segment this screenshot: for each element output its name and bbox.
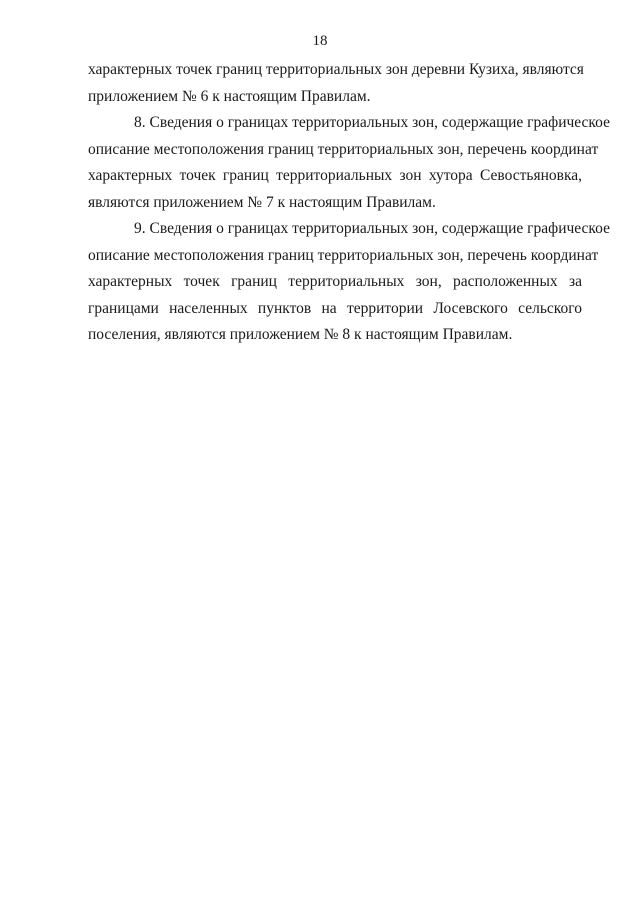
text-line: характерных точек границ территориальных зон деревни Кузиха, являются	[88, 61, 584, 78]
paragraph-continuation	[88, 57, 582, 110]
text-line: поселения, являются приложением № 8 к настоящим Правилам.	[88, 326, 513, 343]
page-number: 18	[312, 33, 328, 49]
text-line: 9. Сведения о границах территориальных зон, содержащие графическое	[134, 220, 610, 237]
paragraph-item-8	[88, 110, 610, 216]
text-line: характерных точек границ территориальных зон, расположенных за	[88, 273, 582, 290]
text-line: являются приложением № 7 к настоящим Правилам.	[88, 193, 436, 211]
text-line: описание местоположения границ территориальных зон, перечень координат	[88, 246, 599, 264]
text-line: приложением № 6 к настоящим Правилам.	[88, 87, 371, 105]
text-line: 8. Сведения о границах территориальных зон, содержащие графическое	[134, 114, 610, 131]
text-line: характерных точек границ территориальных зон хутора Севостьяновка,	[88, 167, 582, 184]
text-line: границами населенных пунктов на территории Лосевского сельского	[88, 299, 582, 317]
paragraph-item-9	[88, 216, 610, 349]
document-body	[88, 57, 610, 349]
text-line: описание местоположения границ территориальных зон, перечень координат	[88, 140, 599, 158]
